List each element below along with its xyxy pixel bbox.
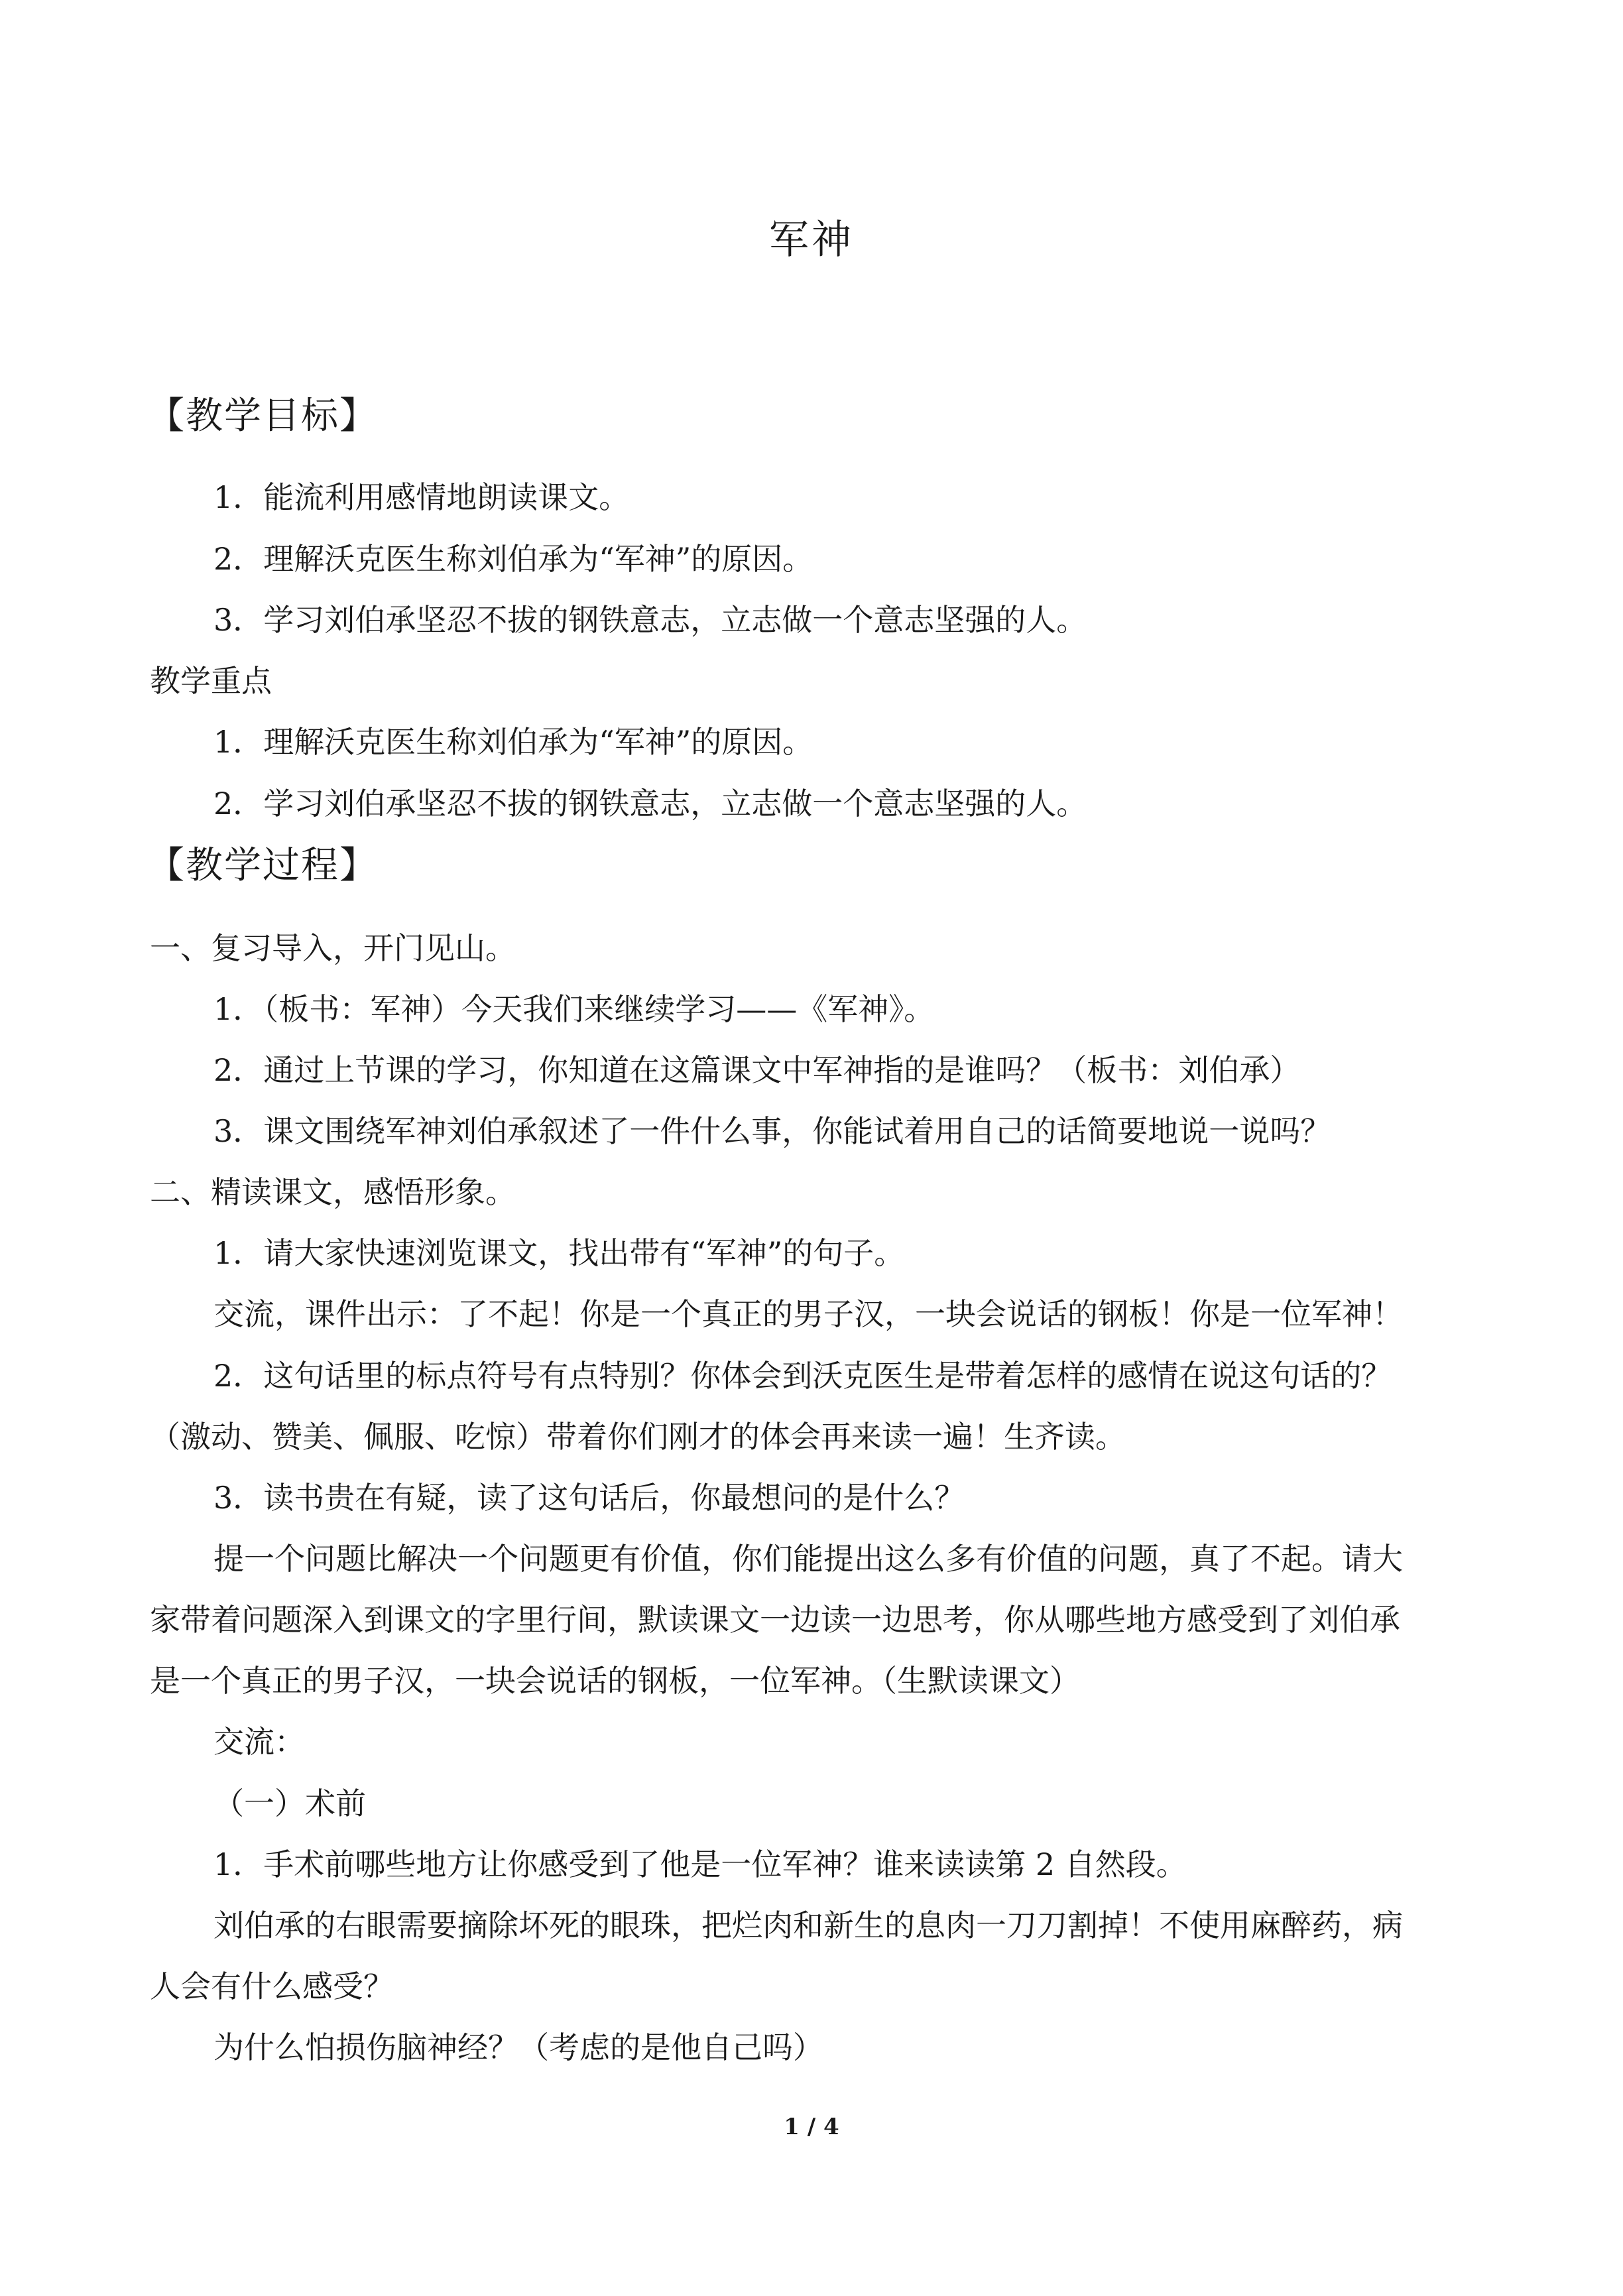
section-heading-goals: 【教学目标】 bbox=[147, 394, 378, 438]
part1-item: 3．课文围绕军神刘伯承叙述了一件什么事，你能试着用自己的话简要地说一说吗？ bbox=[213, 1113, 1331, 1149]
paragraph-line: 人会有什么感受？ bbox=[150, 1968, 394, 2004]
page-title: 军神 bbox=[769, 217, 854, 263]
part2-exchange: 交流，课件出示：了不起！你是一个真正的男子汉，一块会说话的钢板！你是一位军神！ bbox=[213, 1296, 1403, 1332]
goal-item: 2．理解沃克医生称刘伯承为“军神”的原因。 bbox=[213, 541, 813, 577]
key-point-item: 1．理解沃克医生称刘伯承为“军神”的原因。 bbox=[213, 724, 813, 760]
sub-heading: （一）术前 bbox=[213, 1785, 366, 1821]
key-points-label: 教学重点 bbox=[150, 663, 272, 699]
exchange-label: 交流： bbox=[213, 1724, 305, 1760]
paragraph-line: 是一个真正的男子汉，一块会说话的钢板，一位军神。（生默读课文） bbox=[150, 1663, 1080, 1699]
part1-item: 1．（板书：军神）今天我们来继续学习——《军神》。 bbox=[213, 991, 935, 1027]
part2-item: 1．请大家快速浏览课文，找出带有“军神”的句子。 bbox=[213, 1235, 905, 1271]
paragraph-line: 刘伯承的右眼需要摘除坏死的眼珠，把烂肉和新生的息肉一刀刀割掉！不使用麻醉药，病 bbox=[213, 1907, 1403, 1943]
goal-item: 3．学习刘伯承坚忍不拔的钢铁意志，立志做一个意志坚强的人。 bbox=[213, 602, 1087, 638]
sub-item: 1．手术前哪些地方让你感受到了他是一位军神？谁来读读第 2 自然段。 bbox=[213, 1846, 1187, 1882]
part2-item: 3．读书贵在有疑，读了这句话后，你最想问的是什么？ bbox=[213, 1480, 965, 1516]
key-point-item: 2．学习刘伯承坚忍不拔的钢铁意志，立志做一个意志坚强的人。 bbox=[213, 786, 1087, 821]
part2-item-continued: （激动、赞美、佩服、吃惊）带着你们刚才的体会再来读一遍！生齐读。 bbox=[150, 1419, 1126, 1455]
section-heading-process: 【教学过程】 bbox=[147, 844, 378, 887]
page-number: 1 / 4 bbox=[784, 2114, 839, 2140]
question-line: 为什么怕损伤脑神经？（考虑的是他自己吗） bbox=[213, 2029, 823, 2065]
part2-heading: 二、精读课文，感悟形象。 bbox=[150, 1174, 516, 1210]
part1-item: 2．通过上节课的学习，你知道在这篇课文中军神指的是谁吗？（板书：刘伯承） bbox=[213, 1052, 1301, 1088]
part1-heading: 一、复习导入，开门见山。 bbox=[150, 930, 516, 966]
goal-item: 1．能流利用感情地朗读课文。 bbox=[213, 479, 630, 515]
paragraph-line: 家带着问题深入到课文的字里行间，默读课文一边读一边思考，你从哪些地方感受到了刘伯承 bbox=[150, 1602, 1400, 1638]
part2-item: 2．这句话里的标点符号有点特别？你体会到沃克医生是带着怎样的感情在说这句话的？ bbox=[213, 1358, 1392, 1394]
paragraph-line: 提一个问题比解决一个问题更有价值，你们能提出这么多有价值的问题，真了不起。请大 bbox=[213, 1541, 1403, 1577]
